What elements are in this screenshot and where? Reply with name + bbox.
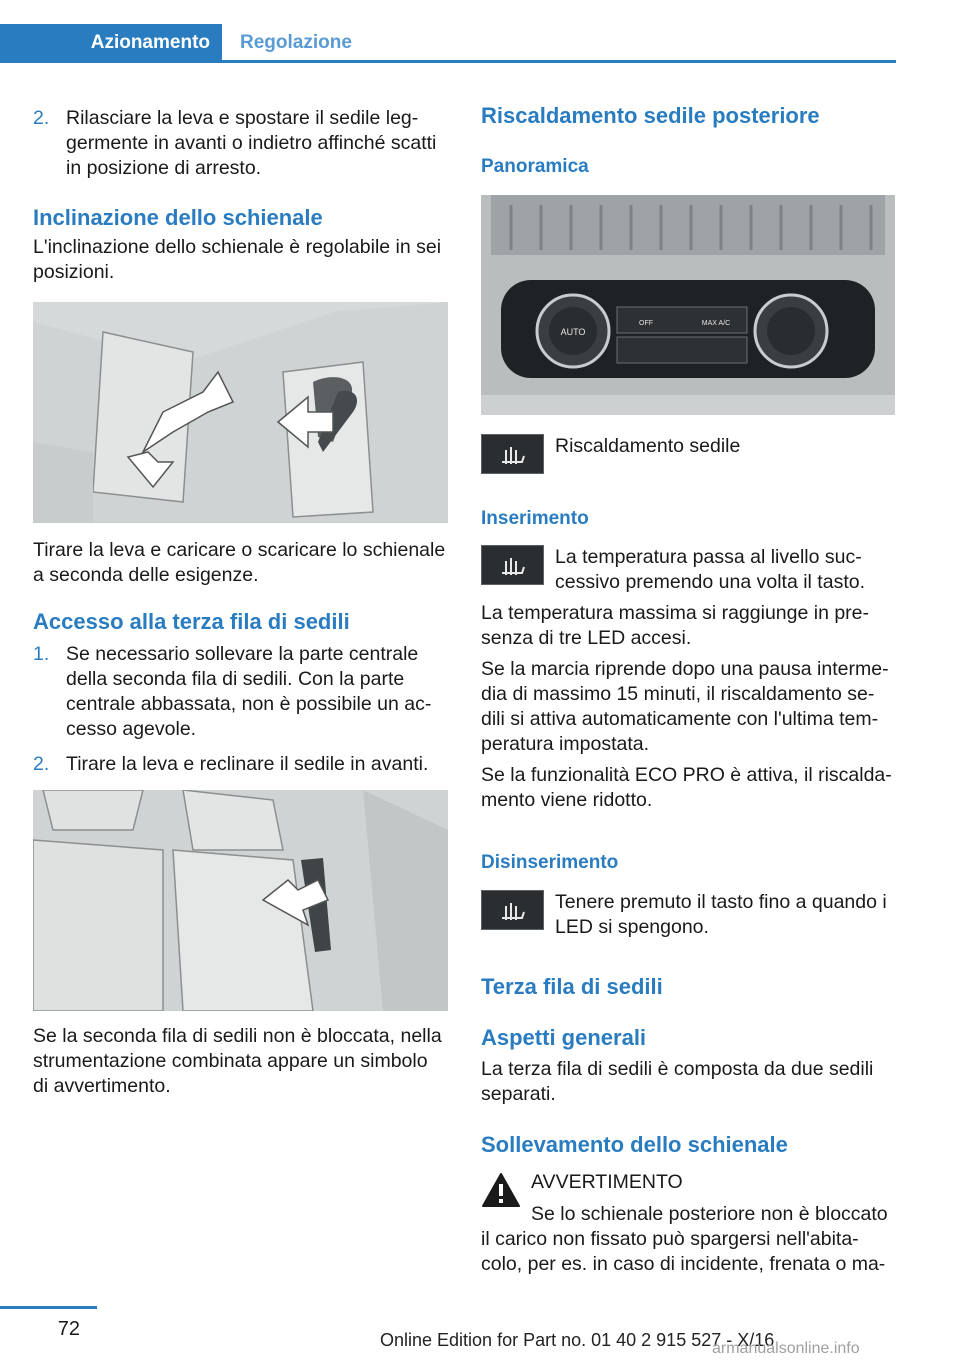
text-line: Tenere premuto il tasto fino a quando i bbox=[555, 891, 887, 913]
list-item bbox=[33, 752, 449, 777]
text-line: Se la marcia riprende dopo una pausa interme‐ bbox=[481, 658, 889, 680]
seat-heating-icon bbox=[481, 545, 544, 585]
paragraph bbox=[481, 1227, 901, 1277]
text-line: Se la seconda fila di sedili non è bloccata, nella bbox=[33, 1025, 442, 1047]
caption bbox=[33, 538, 453, 588]
edition-text: Online Edition for Part no. 01 40 2 915 527 - X/16 bbox=[380, 1330, 775, 1350]
paragraph bbox=[555, 545, 900, 595]
watermark: armanualsonline.info bbox=[712, 1340, 860, 1357]
list-number: 2. bbox=[33, 753, 50, 775]
text-line: cesso agevole. bbox=[66, 718, 197, 740]
text-line: La temperatura passa al livello suc‐ bbox=[555, 546, 862, 568]
warning-title: AVVERTIMENTO bbox=[531, 1171, 683, 1193]
text-line: L'inclinazione dello schienale è regolabile in sei bbox=[33, 236, 442, 258]
text-line: Se la funzionalità ECO PRO è attiva, il riscalda‐ bbox=[481, 764, 892, 786]
paragraph bbox=[33, 235, 451, 285]
text-line: posizioni. bbox=[33, 261, 115, 283]
text-line: separati. bbox=[481, 1083, 556, 1105]
paragraph bbox=[481, 1057, 901, 1107]
text-line: centrale abbassata, non è possibile un ac‐ bbox=[66, 693, 432, 715]
text-line: senza di tre LED accesi. bbox=[481, 627, 692, 649]
list-number: 2. bbox=[33, 107, 50, 129]
heading-disinserimento: Disinserimento bbox=[481, 852, 619, 873]
seat-backrest-image bbox=[33, 302, 448, 523]
heading-inserimento: Inserimento bbox=[481, 508, 589, 529]
text-line: cessivo premendo una volta il tasto. bbox=[555, 571, 866, 593]
control-panel-image bbox=[481, 195, 895, 415]
text-line: Se lo schienale posteriore non è bloccato bbox=[531, 1203, 888, 1225]
seat-heating-icon bbox=[481, 890, 544, 930]
text-line: LED si spengono. bbox=[555, 916, 709, 938]
text-line: in posizione di arresto. bbox=[66, 157, 262, 179]
text-line: peratura impostata. bbox=[481, 733, 650, 755]
text-line: germente in avanti o indietro affinché scatti bbox=[66, 132, 437, 154]
text-line: di avvertimento. bbox=[33, 1075, 171, 1097]
text-line: mento viene ridotto. bbox=[481, 789, 653, 811]
panel-label-max: MAX A/C bbox=[701, 320, 731, 327]
text-line: Tirare la leva e caricare o scaricare lo schienale bbox=[33, 539, 446, 561]
text-line: il carico non fissato può spargersi nell'abita‐ bbox=[481, 1228, 859, 1250]
text-line: La terza fila di sedili è composta da due sedili bbox=[481, 1058, 874, 1080]
panel-label-off: OFF bbox=[639, 320, 653, 327]
list-number: 1. bbox=[33, 643, 50, 665]
panel-label-auto: AUTO bbox=[560, 327, 586, 337]
paragraph bbox=[481, 657, 901, 757]
heading-terza-fila: Terza fila di sedili bbox=[481, 974, 663, 999]
caption bbox=[33, 1024, 453, 1099]
heading-aspetti: Aspetti generali bbox=[481, 1025, 647, 1050]
rear-seats-image bbox=[33, 790, 448, 1011]
heading-accesso: Accesso alla terza fila di sedili bbox=[33, 609, 350, 634]
text-line: Rilasciare la leva e spostare il sedile leg‐ bbox=[66, 107, 419, 129]
list-item bbox=[33, 106, 449, 181]
text-line: dia di massimo 15 minuti, il riscaldamento se‐ bbox=[481, 683, 875, 705]
paragraph bbox=[481, 763, 901, 813]
page-number: 72 bbox=[57, 1318, 80, 1340]
text-line: colo, per es. in caso di incidente, frenata o ma‐ bbox=[481, 1253, 886, 1275]
tab-azionamento[interactable]: Azionamento bbox=[0, 24, 222, 62]
list-item bbox=[33, 642, 449, 742]
tab-regolazione[interactable]: Regolazione bbox=[240, 32, 352, 53]
footer-rule bbox=[0, 1306, 97, 1309]
header-rule bbox=[0, 60, 896, 63]
paragraph bbox=[481, 601, 901, 651]
text-line: Se necessario sollevare la parte centrale bbox=[66, 643, 419, 665]
heading-inclinazione: Inclinazione dello schienale bbox=[33, 205, 323, 230]
heading-panoramica: Panoramica bbox=[481, 156, 589, 177]
text-line: dili si attiva automaticamente con l'ultima tem‐ bbox=[481, 708, 879, 730]
seat-heating-icon bbox=[481, 434, 544, 474]
heading-sollevamento: Sollevamento dello schienale bbox=[481, 1132, 788, 1157]
text-line: della seconda fila di sedili. Con la parte bbox=[66, 668, 405, 690]
paragraph bbox=[555, 890, 900, 940]
text-line: La temperatura massima si raggiunge in pre‐ bbox=[481, 602, 870, 624]
icon-label: Riscaldamento sedile bbox=[555, 435, 741, 457]
text-line: a seconda delle esigenze. bbox=[33, 564, 259, 586]
warning-icon bbox=[481, 1172, 521, 1208]
text-line: Tirare la leva e reclinare il sedile in avanti. bbox=[66, 753, 429, 775]
text-line: strumentazione combinata appare un simbolo bbox=[33, 1050, 428, 1072]
heading-riscaldamento: Riscaldamento sedile posteriore bbox=[481, 103, 820, 128]
